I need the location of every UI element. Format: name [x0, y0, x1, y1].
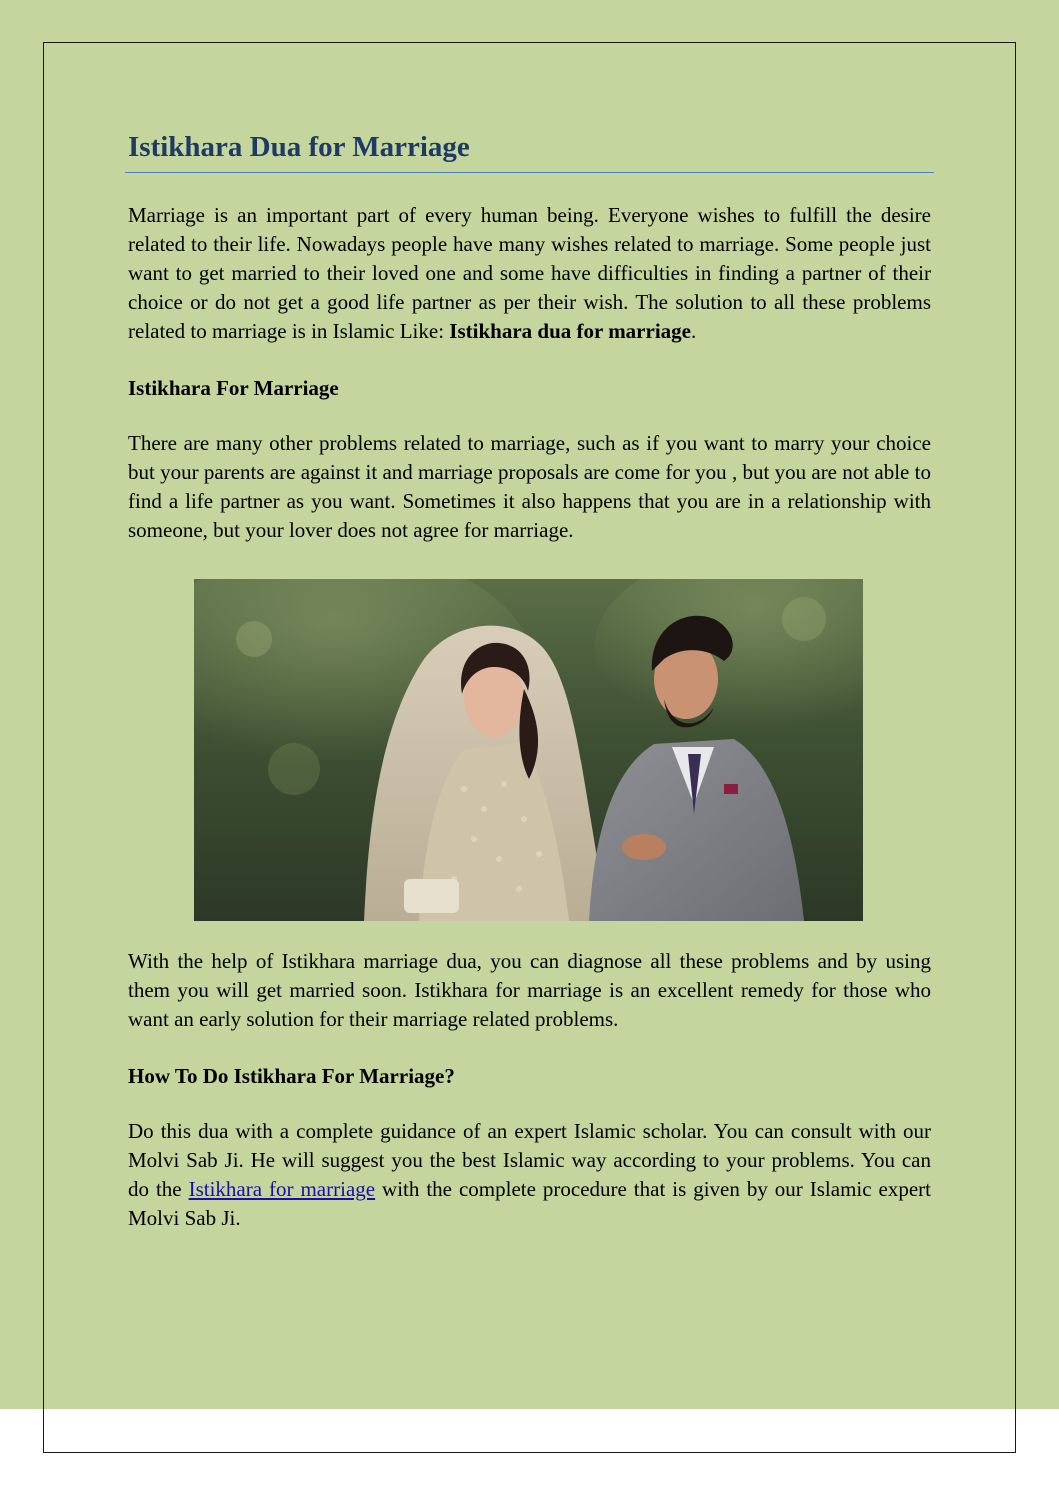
section2-text-before: Do this dua with a complete guidance of an expert Islamic scholar. You can consult with our Molvi Sab Ji. He will suggest you the best Islamic way according to your problems. You can do the: [128, 1119, 931, 1201]
section1-paragraph: There are many other problems related to marriage, such as if you want to marry your choice but your parents are against it and marriage proposals are come for you , but you are not able to find a life partner as you want. Sometimes it also happens that you are in a relationship with someone, but your lover does not agree for marriage.: [128, 431, 931, 542]
intro-bold-phrase: Istikhara dua for marriage: [449, 319, 691, 343]
section2-heading: How To Do Istikhara For Marriage?: [128, 1064, 455, 1088]
intro-text: Marriage is an important part of every human being. Everyone wishes to fulfill the desire related to their life. Nowadays people have many wishes related to marriage. Some people just want to get married to their loved one and some have difficulties in finding a partner of their choice or do not get a good life partner as per their wish. The solution to all these problems related to marriage is in Islamic Like:: [128, 203, 931, 343]
document-content: [128, 128, 931, 1233]
intro-paragraph: [128, 201, 931, 346]
after-photo-paragraph: With the help of Istikhara marriage dua, you can diagnose all these problems and by using them you will get married soon. Istikhara for marriage is an excellent remedy for those who want an early solution for their marriage related problems.: [128, 949, 931, 1031]
section1-heading: Istikhara For Marriage: [128, 376, 339, 400]
document-title: Istikhara Dua for Marriage: [125, 128, 934, 173]
wedding-couple-photo: [194, 579, 863, 921]
istikhara-marriage-link[interactable]: Istikhara for marriage: [188, 1177, 376, 1201]
section2-paragraph: [128, 1117, 931, 1233]
wedding-couple-illustration: [194, 579, 863, 921]
section2-text-after: with the complete procedure that is given by our Islamic expert Molvi Sab Ji.: [128, 1177, 931, 1230]
intro-end: .: [690, 319, 697, 343]
